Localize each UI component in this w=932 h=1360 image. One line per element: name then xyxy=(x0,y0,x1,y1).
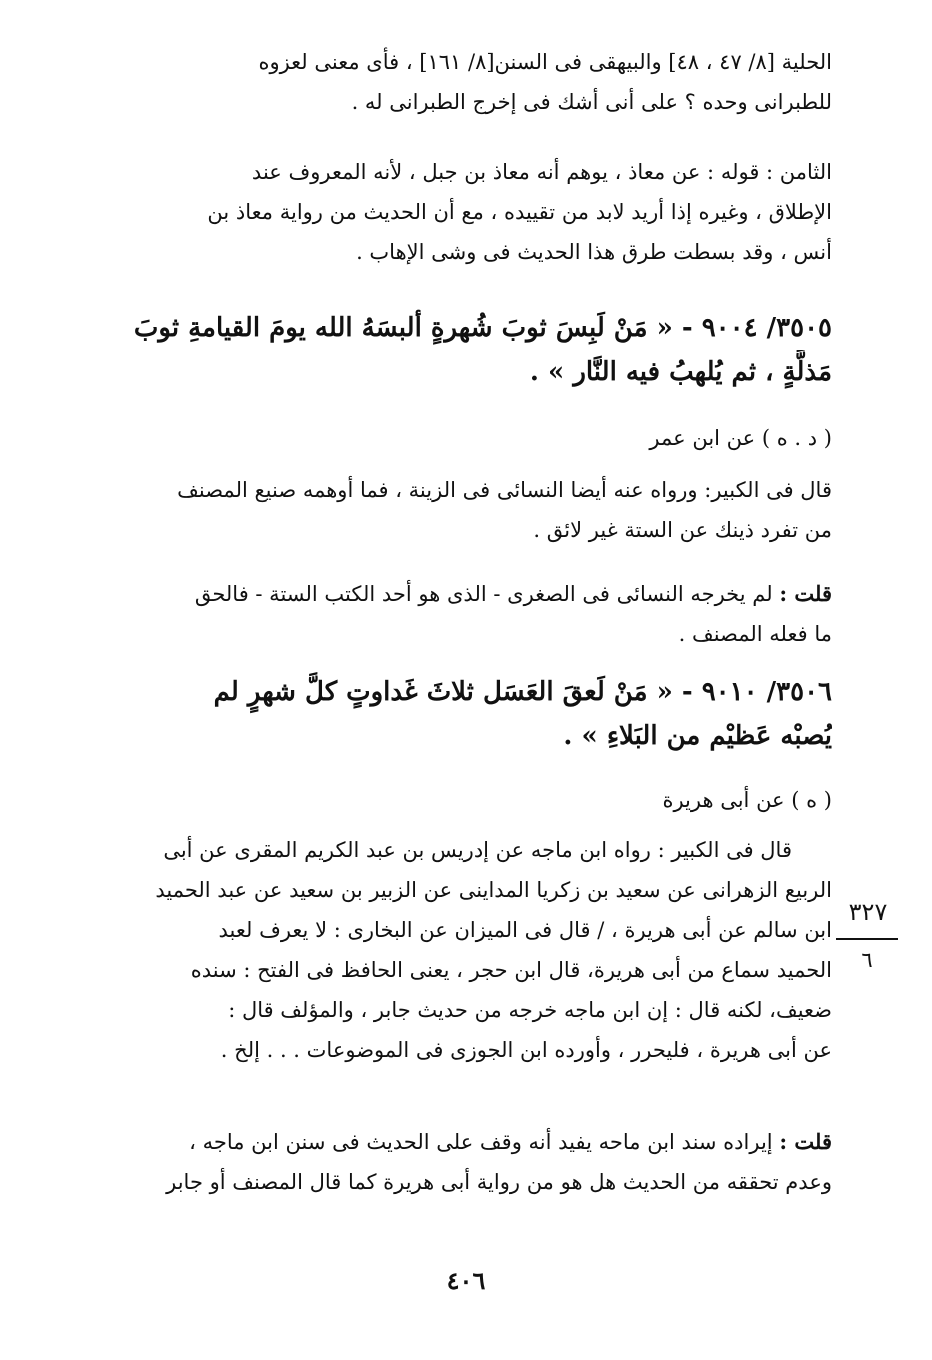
text-line: الربيع الزهرانى عن سعيد بن زكريا المداينى عن الزبير بن سعيد عن عبد الحميد xyxy=(155,878,832,902)
source-line: ( د . ه ) عن ابن عمر xyxy=(649,426,832,450)
text-line: قال فى الكبير : رواه ابن ماجه عن إدريس بن عبد الكريم المقرى عن أبى xyxy=(163,838,792,862)
text-line xyxy=(118,1122,832,1162)
text-run: إيراده سند ابن ماحه يفيد أنه وقف على الحديث فى سنن ابن ماجه ، xyxy=(189,1130,780,1154)
paragraph-6 xyxy=(118,1122,832,1202)
hadith-entry-3505 xyxy=(118,306,832,394)
text-line xyxy=(118,574,832,614)
text-line: الحميد سماع من أبى هريرة، قال ابن حجر ، يعنى الحافظ فى الفتح : سنده xyxy=(190,958,832,982)
text-line: الحلية [٨/ ٤٧ ، ٤٨] والبيهقى فى السنن[٨/ ١٦١] ، فأى معنى لعزوه xyxy=(258,50,832,74)
hadith-entry-3506 xyxy=(118,670,832,758)
text-line: الثامن : قوله : عن معاذ ، يوهم أنه معاذ بن جبل ، لأنه المعروف عند xyxy=(251,160,832,184)
text-line: عن أبى هريرة ، فليحرر ، وأورده ابن الجوزى فى الموضوعات . . . إلخ . xyxy=(220,1038,832,1062)
paragraph-3 xyxy=(118,470,832,550)
text-line: قال فى الكبير: ورواه عنه أيضا النسائى فى الزينة ، فما أوهمه صنيع المصنف xyxy=(177,478,832,502)
source-attribution-1 xyxy=(118,418,832,458)
text-run: لم يخرجه النسائى فى الصغرى - الذى هو أحد الكتب الستة - فالحق xyxy=(194,582,780,606)
margin-folio-subnumber: ٦ xyxy=(861,948,873,972)
qultu-lead: قلت : xyxy=(779,581,832,606)
hadith-text-line: يُصبْه عَظيْم من البَلاءِ » . xyxy=(563,721,832,751)
text-line: وعدم تحققه من الحديث هل هو من رواية أبى هريرة كما قال المصنف أو جابر xyxy=(166,1170,832,1194)
text-line: من تفرد ذينك عن الستة غير لائق . xyxy=(533,518,832,542)
text-line: الإطلاق ، وغيره إذا أريد لابد من تقييده ، مع أن الحديث من رواية معاذ بن xyxy=(207,200,832,224)
page-number: ٤٠٦ xyxy=(446,1266,486,1295)
paragraph-5 xyxy=(118,830,832,1070)
margin-divider xyxy=(836,938,898,940)
hadith-text-line: ٣٥٠٦/ ٩٠١٠ - « مَنْ لَعقَ العَسَل ثلاثَ غَداوتٍ كلَّ شهرٍ لم xyxy=(213,677,832,707)
paragraph-2 xyxy=(118,152,832,272)
text-line: ضعيف، لكنه قال : إن ابن ماجه خرجه من حديث جابر ، والمؤلف قال : xyxy=(228,998,832,1022)
text-line: ابن سالم عن أبى هريرة ، / قال فى الميزان عن البخارى : لا يعرف لعبد xyxy=(218,918,832,942)
text-line: للطبرانى وحده ؟ على أنى أشك فى إخرج الطبرانى له . xyxy=(351,90,832,114)
margin-folio-number: ٣٢٧ xyxy=(848,898,888,926)
paragraph-1 xyxy=(118,42,832,122)
text-line: ما فعله المصنف . xyxy=(678,622,832,646)
source-line: ( ه ) عن أبى هريرة xyxy=(662,788,832,812)
paragraph-4 xyxy=(118,574,832,654)
qultu-lead: قلت : xyxy=(779,1129,832,1154)
source-attribution-2 xyxy=(118,780,832,820)
text-line: أنس ، وقد بسطت طرق هذا الحديث فى وشى الإهاب . xyxy=(356,240,832,264)
hadith-text-line: ٣٥٠٥/ ٩٠٠٤ - « مَنْ لَبِسَ ثوبَ شُهرةٍ ألبسَهُ الله يومَ القيامةِ ثوبَ xyxy=(133,313,832,343)
hadith-text-line: مَذلَّةٍ ، ثم يُلهبُ فيه النَّار » . xyxy=(529,357,832,387)
